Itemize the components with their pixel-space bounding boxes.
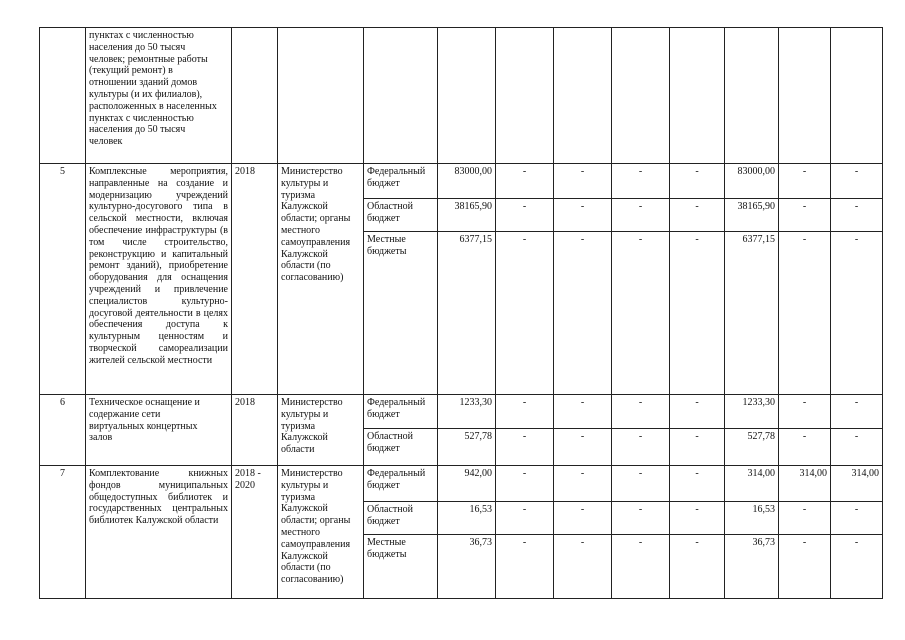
- cell-amount: -: [779, 232, 831, 395]
- cell-amount: -: [554, 535, 612, 599]
- cell-amount: [725, 28, 779, 164]
- cell-amount: -: [831, 429, 883, 466]
- cell-amount: -: [612, 395, 670, 429]
- cell-amount: 83000,00: [725, 164, 779, 199]
- cell-amount: -: [670, 502, 725, 535]
- cell-amount: -: [779, 395, 831, 429]
- cell-amount: -: [496, 502, 554, 535]
- cell-amount: 36,73: [438, 535, 496, 599]
- cell-source: Местные бюджеты: [364, 535, 438, 599]
- cell-amount: -: [612, 232, 670, 395]
- cell-amount: -: [779, 429, 831, 466]
- cell-amount: -: [496, 466, 554, 502]
- cell-source: Федеральный бюджет: [364, 395, 438, 429]
- cell-amount: -: [496, 429, 554, 466]
- cell-amount: 527,78: [725, 429, 779, 466]
- cell-responsible: Министерство культуры и туризма Калужской области; органы местного самоуправления Калужской области (по согласованию): [278, 466, 364, 599]
- cell-description: пунктах с численностью населения до 50 тысяч человек; ремонтные работы (текущий ремонт) в отношении зданий домов культуры (и их филиалов), расположенных в населенных пунктах с численностью населения до 50 тысяч человек: [86, 28, 232, 164]
- cell-amount: -: [779, 199, 831, 232]
- cell-year: [232, 28, 278, 164]
- cell-amount: [831, 28, 883, 164]
- cell-amount: [670, 28, 725, 164]
- cell-amount: 6377,15: [438, 232, 496, 395]
- cell-amount: -: [670, 232, 725, 395]
- cell-source: Областной бюджет: [364, 429, 438, 466]
- cell-num: 5: [40, 164, 86, 395]
- cell-amount: -: [779, 164, 831, 199]
- cell-source: Областной бюджет: [364, 502, 438, 535]
- cell-amount: 16,53: [725, 502, 779, 535]
- cell-amount: 1233,30: [438, 395, 496, 429]
- cell-amount: 16,53: [438, 502, 496, 535]
- cell-amount: -: [496, 199, 554, 232]
- cell-amount: 314,00: [779, 466, 831, 502]
- cell-amount: -: [779, 535, 831, 599]
- table-row: [40, 466, 883, 502]
- table-row: [40, 164, 883, 199]
- cell-amount: -: [496, 535, 554, 599]
- cell-amount: 942,00: [438, 466, 496, 502]
- cell-responsible: Министерство культуры и туризма Калужской области: [278, 395, 364, 466]
- cell-num: 7: [40, 466, 86, 599]
- cell-amount: -: [554, 502, 612, 535]
- cell-amount: 38165,90: [725, 199, 779, 232]
- budget-table: [39, 27, 883, 599]
- cell-description: Комплексные мероприятия, направленные на создание и модернизацию учреждений культурно-досугового типа в сельской местности, включая обеспечение инфраструктуры (в том числе строительство, реконструкцию и капитальный ремонт зданий), приобретение оборудования для оснащения учреждений и привлечение специалистов культурно-досуговой деятельности в целях обеспечения доступа к культурным ценностям и творческой самореализации жителей сельской местности: [86, 164, 232, 395]
- cell-amount: -: [612, 466, 670, 502]
- cell-year: 2018: [232, 395, 278, 466]
- table-row: [40, 28, 883, 164]
- cell-amount: -: [496, 164, 554, 199]
- cell-amount: -: [496, 232, 554, 395]
- cell-amount: -: [670, 466, 725, 502]
- cell-amount: [496, 28, 554, 164]
- cell-source: Федеральный бюджет: [364, 164, 438, 199]
- cell-amount: -: [831, 199, 883, 232]
- cell-amount: -: [554, 164, 612, 199]
- cell-source: Федеральный бюджет: [364, 466, 438, 502]
- cell-num: 6: [40, 395, 86, 466]
- cell-amount: 38165,90: [438, 199, 496, 232]
- cell-amount: [554, 28, 612, 164]
- cell-amount: -: [496, 395, 554, 429]
- cell-year: 2018 - 2020: [232, 466, 278, 599]
- cell-source: [364, 28, 438, 164]
- cell-description: Комплектование книжных фондов муниципальных общедоступных библиотек и государственных центральных библиотек Калужской области: [86, 466, 232, 599]
- cell-source: Местные бюджеты: [364, 232, 438, 395]
- cell-amount: -: [554, 232, 612, 395]
- cell-amount: -: [554, 395, 612, 429]
- cell-amount: -: [612, 535, 670, 599]
- cell-amount: -: [612, 429, 670, 466]
- cell-amount: -: [670, 395, 725, 429]
- cell-amount: -: [554, 199, 612, 232]
- cell-amount: 527,78: [438, 429, 496, 466]
- cell-amount: [779, 28, 831, 164]
- cell-num: [40, 28, 86, 164]
- cell-amount: 6377,15: [725, 232, 779, 395]
- cell-amount: -: [670, 535, 725, 599]
- cell-amount: 314,00: [725, 466, 779, 502]
- cell-amount: -: [831, 535, 883, 599]
- cell-amount: 314,00: [831, 466, 883, 502]
- cell-amount: -: [554, 429, 612, 466]
- cell-amount: [438, 28, 496, 164]
- cell-responsible: Министерство культуры и туризма Калужской области; органы местного самоуправления Калужской области (по согласованию): [278, 164, 364, 395]
- cell-responsible: [278, 28, 364, 164]
- cell-amount: -: [612, 164, 670, 199]
- cell-amount: [612, 28, 670, 164]
- table-row: [40, 395, 883, 429]
- cell-amount: -: [612, 199, 670, 232]
- cell-amount: -: [670, 429, 725, 466]
- cell-amount: 83000,00: [438, 164, 496, 199]
- cell-amount: -: [831, 232, 883, 395]
- cell-amount: -: [670, 199, 725, 232]
- cell-source: Областной бюджет: [364, 199, 438, 232]
- cell-amount: -: [554, 466, 612, 502]
- cell-amount: 36,73: [725, 535, 779, 599]
- cell-amount: -: [612, 502, 670, 535]
- cell-amount: -: [831, 502, 883, 535]
- cell-year: 2018: [232, 164, 278, 395]
- cell-amount: -: [779, 502, 831, 535]
- cell-description: Техническое оснащение и содержание сети виртуальных концертных залов: [86, 395, 232, 466]
- cell-amount: -: [831, 164, 883, 199]
- cell-amount: 1233,30: [725, 395, 779, 429]
- cell-amount: -: [831, 395, 883, 429]
- cell-amount: -: [670, 164, 725, 199]
